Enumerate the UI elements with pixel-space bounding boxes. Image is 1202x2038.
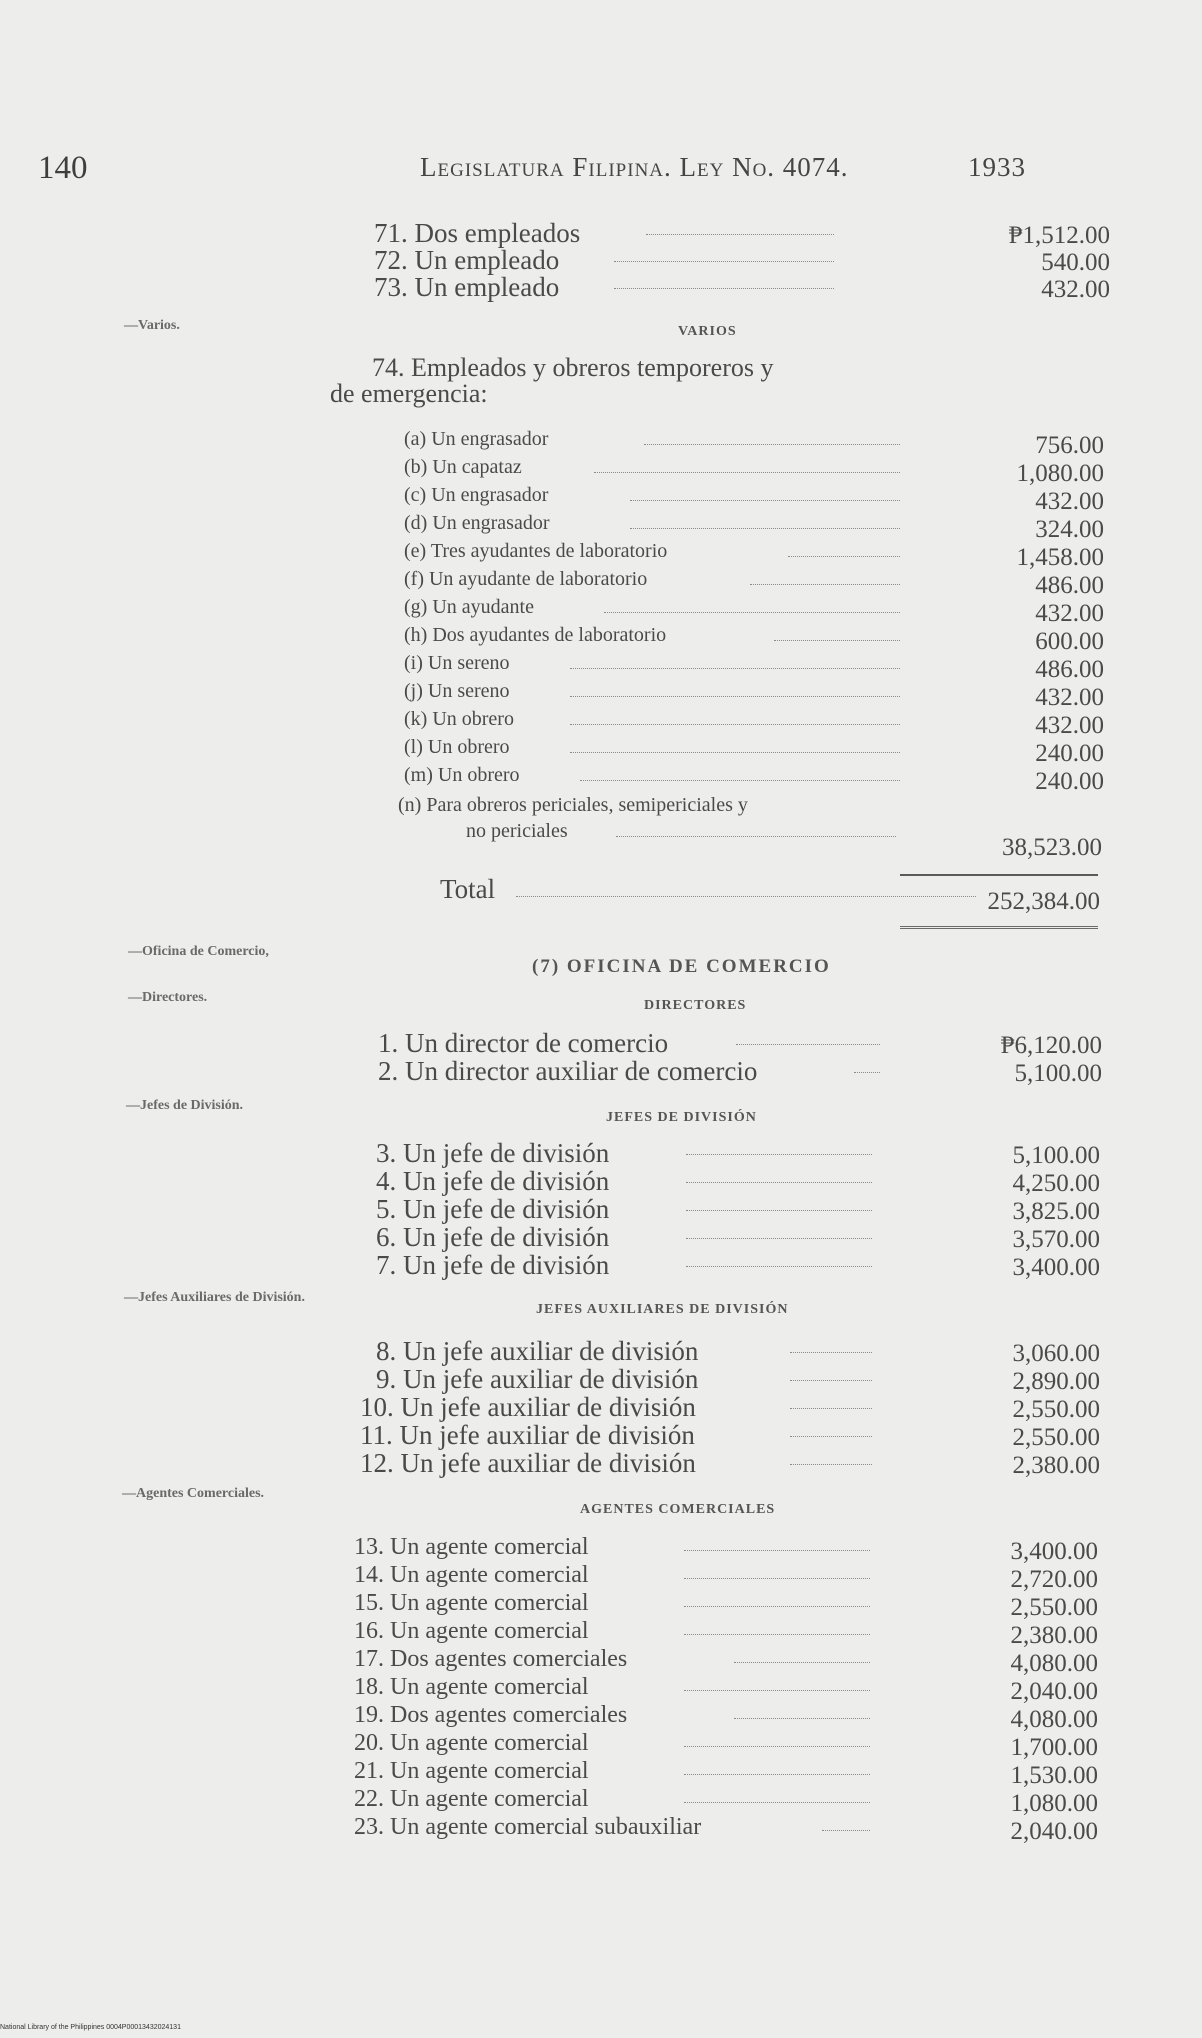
total-amount: 252,384.00 xyxy=(987,888,1100,915)
item-n-line1: (n) Para obreros periciales, semipericiales y xyxy=(398,794,748,816)
line-item-label: 4. Un jefe de división xyxy=(376,1166,610,1196)
line-item xyxy=(354,1618,1098,1648)
leader-dots xyxy=(854,1072,880,1073)
line-item xyxy=(354,1758,1098,1788)
line-item-label: 17. Dos agentes comerciales xyxy=(354,1646,628,1672)
line-item xyxy=(376,1336,1100,1366)
line-item-label: (m) Un obrero xyxy=(404,764,520,786)
line-item-label: 1. Un director de comercio xyxy=(378,1028,669,1058)
line-item xyxy=(354,1674,1098,1704)
line-item-label: 5. Un jefe de división xyxy=(376,1194,610,1224)
margin-note-directores: —Directores. xyxy=(128,990,208,1005)
leader-dots xyxy=(614,261,834,262)
leader-dots xyxy=(630,500,900,501)
line-item xyxy=(404,652,1104,682)
line-item xyxy=(354,1562,1098,1592)
line-item-label: 14. Un agente comercial xyxy=(354,1562,589,1588)
line-item xyxy=(354,1534,1098,1564)
line-item-amount: 1,700.00 xyxy=(1010,1734,1098,1761)
line-item-label: 73. Un empleado xyxy=(374,272,560,302)
leader-dots xyxy=(734,1662,870,1663)
running-head-year: 1933 xyxy=(968,152,1026,182)
line-item-label: 3. Un jefe de división xyxy=(376,1138,610,1168)
line-item xyxy=(376,1194,1100,1224)
running-head-text: Legislatura Filipina. Ley No. 4074. xyxy=(420,152,849,182)
line-item-amount: 2,380.00 xyxy=(1010,1622,1098,1649)
line-item xyxy=(354,1814,1098,1844)
leader-dots xyxy=(604,612,900,613)
line-item-amount: 756.00 xyxy=(1035,432,1104,459)
line-item-label: 19. Dos agentes comerciales xyxy=(354,1702,628,1728)
leader-dots xyxy=(788,556,900,557)
leader-dots xyxy=(684,1774,870,1775)
line-item xyxy=(374,272,1110,302)
total-label: Total xyxy=(440,874,496,904)
line-item-amount: ₱6,120.00 xyxy=(1000,1032,1102,1059)
line-item-amount: 5,100.00 xyxy=(1014,1060,1102,1087)
leader-dots xyxy=(734,1718,870,1719)
leader-dots xyxy=(684,1578,870,1579)
line-item-label: 6. Un jefe de división xyxy=(376,1222,610,1252)
line-item xyxy=(404,568,1104,598)
line-item-label: 2. Un director auxiliar de comercio xyxy=(378,1056,758,1086)
line-item-amount: 3,570.00 xyxy=(1012,1226,1100,1253)
line-item xyxy=(404,680,1104,710)
leader-dots xyxy=(790,1408,872,1409)
line-item-label: 22. Un agente comercial xyxy=(354,1786,589,1812)
leader-dots xyxy=(790,1352,872,1353)
line-item-amount: 2,550.00 xyxy=(1012,1424,1100,1451)
line-item xyxy=(404,428,1104,458)
leader-dots xyxy=(790,1380,872,1381)
leader-dots xyxy=(580,780,900,781)
line-item-amount: 432.00 xyxy=(1035,684,1104,711)
leader-dots xyxy=(790,1436,872,1437)
line-item-amount: 1,080.00 xyxy=(1010,1790,1098,1817)
line-item xyxy=(376,1166,1100,1196)
leader-dots xyxy=(684,1550,870,1551)
item-74-line1: 74. Empleados y obreros temporeros y xyxy=(372,353,774,382)
line-item xyxy=(404,624,1104,654)
line-item xyxy=(374,245,1110,275)
line-item xyxy=(360,1392,1100,1422)
section-heading-varios: VARIOS xyxy=(678,324,737,339)
margin-note-jefes-aux: —Jefes Auxiliares de División. xyxy=(124,1290,305,1305)
margin-note-jefes: —Jefes de División. xyxy=(126,1098,244,1113)
leader-dots xyxy=(516,896,976,897)
line-item-amount: 2,550.00 xyxy=(1012,1396,1100,1423)
line-item-label: 10. Un jefe auxiliar de división xyxy=(360,1392,696,1422)
section-heading-jefes: JEFES DE DIVISIÓN xyxy=(606,1110,757,1125)
line-item xyxy=(404,736,1104,766)
leader-dots xyxy=(570,724,900,725)
leader-dots xyxy=(684,1802,870,1803)
line-item-amount: 4,080.00 xyxy=(1010,1706,1098,1733)
item-n-amount: 38,523.00 xyxy=(1002,834,1102,861)
line-item-label: 11. Un jefe auxiliar de división xyxy=(360,1420,695,1450)
line-item xyxy=(360,1420,1100,1450)
line-item xyxy=(404,596,1104,626)
line-item-label: 21. Un agente comercial xyxy=(354,1758,589,1784)
line-item-label: (h) Dos ayudantes de laboratorio xyxy=(404,624,667,646)
line-item xyxy=(354,1730,1098,1760)
line-item-label: (j) Un sereno xyxy=(404,680,510,702)
leader-dots xyxy=(684,1690,870,1691)
leader-dots xyxy=(646,234,834,235)
line-item-amount: 1,080.00 xyxy=(1016,460,1104,487)
leader-dots xyxy=(684,1746,870,1747)
line-item-label: (i) Un sereno xyxy=(404,652,510,674)
leader-dots xyxy=(594,472,900,473)
line-item-label: 15. Un agente comercial xyxy=(354,1590,589,1616)
leader-dots xyxy=(686,1266,872,1267)
total-double-rule xyxy=(900,926,1098,931)
line-item-amount: 4,250.00 xyxy=(1012,1170,1100,1197)
line-item-label: (b) Un capataz xyxy=(404,456,522,478)
line-item xyxy=(404,512,1104,542)
line-item xyxy=(360,1448,1100,1478)
line-item-amount: 2,720.00 xyxy=(1010,1566,1098,1593)
line-item-amount: 432.00 xyxy=(1035,600,1104,627)
leader-dots xyxy=(570,668,900,669)
leader-dots xyxy=(774,640,900,641)
line-item-amount: 600.00 xyxy=(1035,628,1104,655)
footer-note: National Library of the Philippines 0004P00013432024131 xyxy=(0,2024,181,2031)
line-item xyxy=(376,1138,1100,1168)
leader-dots xyxy=(684,1634,870,1635)
line-item-amount: 432.00 xyxy=(1041,276,1110,303)
line-item-label: (g) Un ayudante xyxy=(404,596,534,618)
leader-dots xyxy=(614,288,834,289)
line-item-amount: 324.00 xyxy=(1035,516,1104,543)
total-line xyxy=(440,874,1100,915)
section-heading-oficina: (7) OFICINA DE COMERCIO xyxy=(532,956,831,977)
line-item-label: 12. Un jefe auxiliar de división xyxy=(360,1448,696,1478)
line-item-label: 72. Un empleado xyxy=(374,245,560,275)
line-item xyxy=(404,484,1104,514)
line-item-label: 8. Un jefe auxiliar de división xyxy=(376,1336,699,1366)
line-item-amount: 4,080.00 xyxy=(1010,1650,1098,1677)
line-item-label: 20. Un agente comercial xyxy=(354,1730,589,1756)
section-heading-directores: DIRECTORES xyxy=(644,998,747,1013)
line-item-label: (c) Un engrasador xyxy=(404,484,549,506)
line-item-amount: 240.00 xyxy=(1035,740,1104,767)
line-item-amount: 3,825.00 xyxy=(1012,1198,1100,1225)
line-item-label: (d) Un engrasador xyxy=(404,512,550,534)
line-item-label: 16. Un agente comercial xyxy=(354,1618,589,1644)
line-item xyxy=(376,1250,1100,1280)
line-item-amount: 2,550.00 xyxy=(1010,1594,1098,1621)
line-item xyxy=(376,1222,1100,1252)
line-item-amount: 486.00 xyxy=(1035,572,1104,599)
leader-dots xyxy=(686,1238,872,1239)
line-item xyxy=(378,1056,1102,1086)
line-item xyxy=(378,1028,1102,1058)
line-item-amount: 2,890.00 xyxy=(1012,1368,1100,1395)
line-item xyxy=(374,218,1110,248)
line-item-label: 18. Un agente comercial xyxy=(354,1674,589,1700)
margin-note-varios: —Varios. xyxy=(124,318,180,333)
line-item-amount: 240.00 xyxy=(1035,768,1104,795)
line-item xyxy=(404,456,1104,486)
line-item-amount: ₱1,512.00 xyxy=(1008,222,1110,249)
line-item-label: (a) Un engrasador xyxy=(404,428,549,450)
line-item-amount: 3,400.00 xyxy=(1012,1254,1100,1281)
item-74-line2: de emergencia: xyxy=(330,379,488,408)
leader-dots xyxy=(616,836,896,837)
margin-note-oficina: —Oficina de Comercio, xyxy=(128,944,269,959)
line-item xyxy=(354,1702,1098,1732)
leader-dots xyxy=(736,1044,880,1045)
line-item-label: 23. Un agente comercial subauxiliar xyxy=(354,1814,702,1840)
line-item-amount: 486.00 xyxy=(1035,656,1104,683)
leader-dots xyxy=(570,696,900,697)
section-heading-jefes-aux: JEFES AUXILIARES DE DIVISIÓN xyxy=(536,1302,789,1317)
line-item-label: (e) Tres ayudantes de laboratorio xyxy=(404,540,668,562)
leader-dots xyxy=(644,444,900,445)
line-item xyxy=(354,1590,1098,1620)
line-item-amount: 432.00 xyxy=(1035,488,1104,515)
line-item xyxy=(376,1364,1100,1394)
leader-dots xyxy=(570,752,900,753)
leader-dots xyxy=(686,1210,872,1211)
line-item-label: (l) Un obrero xyxy=(404,736,510,758)
line-item-label: (f) Un ayudante de laboratorio xyxy=(404,568,648,590)
line-item-label: 9. Un jefe auxiliar de división xyxy=(376,1364,699,1394)
line-item-amount: 3,400.00 xyxy=(1010,1538,1098,1565)
line-item-label: 7. Un jefe de división xyxy=(376,1250,610,1280)
line-item-amount: 540.00 xyxy=(1041,249,1110,276)
leader-dots xyxy=(630,528,900,529)
line-item-label: 13. Un agente comercial xyxy=(354,1534,589,1560)
line-item-amount: 2,380.00 xyxy=(1012,1452,1100,1479)
line-item-amount: 3,060.00 xyxy=(1012,1340,1100,1367)
line-item-amount: 2,040.00 xyxy=(1010,1818,1098,1845)
line-item xyxy=(354,1646,1098,1676)
section-heading-agentes: AGENTES COMERCIALES xyxy=(580,1502,776,1517)
line-item-amount: 2,040.00 xyxy=(1010,1678,1098,1705)
line-item xyxy=(404,764,1104,794)
line-item xyxy=(404,540,1104,570)
leader-dots xyxy=(684,1606,870,1607)
running-head xyxy=(420,152,1026,183)
leader-dots xyxy=(790,1464,872,1465)
line-item-amount: 5,100.00 xyxy=(1012,1142,1100,1169)
line-item xyxy=(404,708,1104,738)
line-item-amount: 432.00 xyxy=(1035,712,1104,739)
leader-dots xyxy=(686,1182,872,1183)
page-number: 140 xyxy=(38,150,88,186)
line-item-label: (k) Un obrero xyxy=(404,708,514,730)
line-item-label: 71. Dos empleados xyxy=(374,218,581,248)
leader-dots xyxy=(822,1830,870,1831)
line-item-amount: 1,458.00 xyxy=(1016,544,1104,571)
margin-note-agentes: —Agentes Comerciales. xyxy=(122,1486,265,1501)
leader-dots xyxy=(750,584,900,585)
line-item-amount: 1,530.00 xyxy=(1010,1762,1098,1789)
leader-dots xyxy=(686,1154,872,1155)
line-item xyxy=(354,1786,1098,1816)
item-n-label: no periciales xyxy=(466,820,568,842)
item-n-line2 xyxy=(466,820,1102,861)
